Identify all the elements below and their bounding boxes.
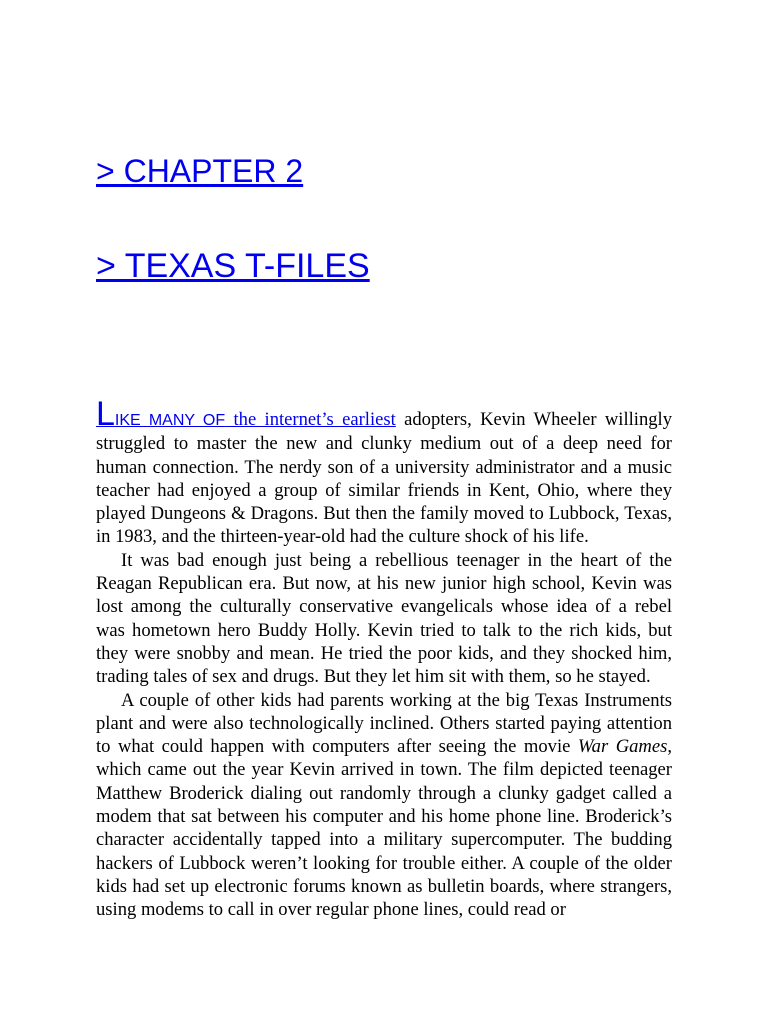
chapter-number-link[interactable]: > CHAPTER 2 (96, 153, 304, 189)
small-caps-lead: IKE MANY OF (114, 412, 226, 429)
paragraph-3-text-a: A couple of other kids had parents working at the big Texas Instruments plant and were also technologically inclined. Others started paying attention to what could happen with computers after seeing the movie (96, 689, 672, 758)
chapter-title-link[interactable]: > TEXAS T-FILES (96, 247, 370, 285)
drop-cap: L (96, 395, 115, 433)
opening-link[interactable] (96, 395, 396, 433)
paragraph-3 (96, 689, 672, 922)
paragraph-1 (96, 397, 672, 549)
paragraph-1-text: adopters, Kevin Wheeler willingly struggled to master the new and clunky medium out of a deep need for human connection. The nerdy son of a university administrator and a music teacher had enjoyed a group of similar friends in Kent, Ohio, where they played Dungeons & Dragons. But then the family moved to Lubbock, Texas, in 1983, and the thirteen-year-old had the culture shock of his life. (96, 409, 672, 548)
paragraph-3-text-b: , which came out the year Kevin arrived in town. The film depicted teenager Matthew Broderick dialing out randomly through a clunky gadget called a modem that sat between his computer and his home phone line. Broderick’s character accidentally tapped into a military supercomputer. The budding hackers of Lubbock weren’t looking for trouble either. A couple of the older kids had set up electronic forums known as bulletin boards, where strangers, using modems to call in over regular phone lines, could read or (96, 736, 672, 921)
movie-title: War Games (577, 736, 668, 758)
chapter-body (96, 397, 672, 922)
opening-link-text: the internet’s earliest (225, 409, 396, 430)
paragraph-2: It was bad enough just being a rebellious teenager in the heart of the Reagan Republican era. But now, at his new junior high school, Kevin was lost among the culturally conservative evangelicals whose idea of a rebel was hometown hero Buddy Holly. Kevin tried to talk to the rich kids, but they were snobby and mean. He tried the poor kids, and they shocked him, trading tales of sex and drugs. But they let him sit with them, so he stayed. (96, 549, 672, 688)
